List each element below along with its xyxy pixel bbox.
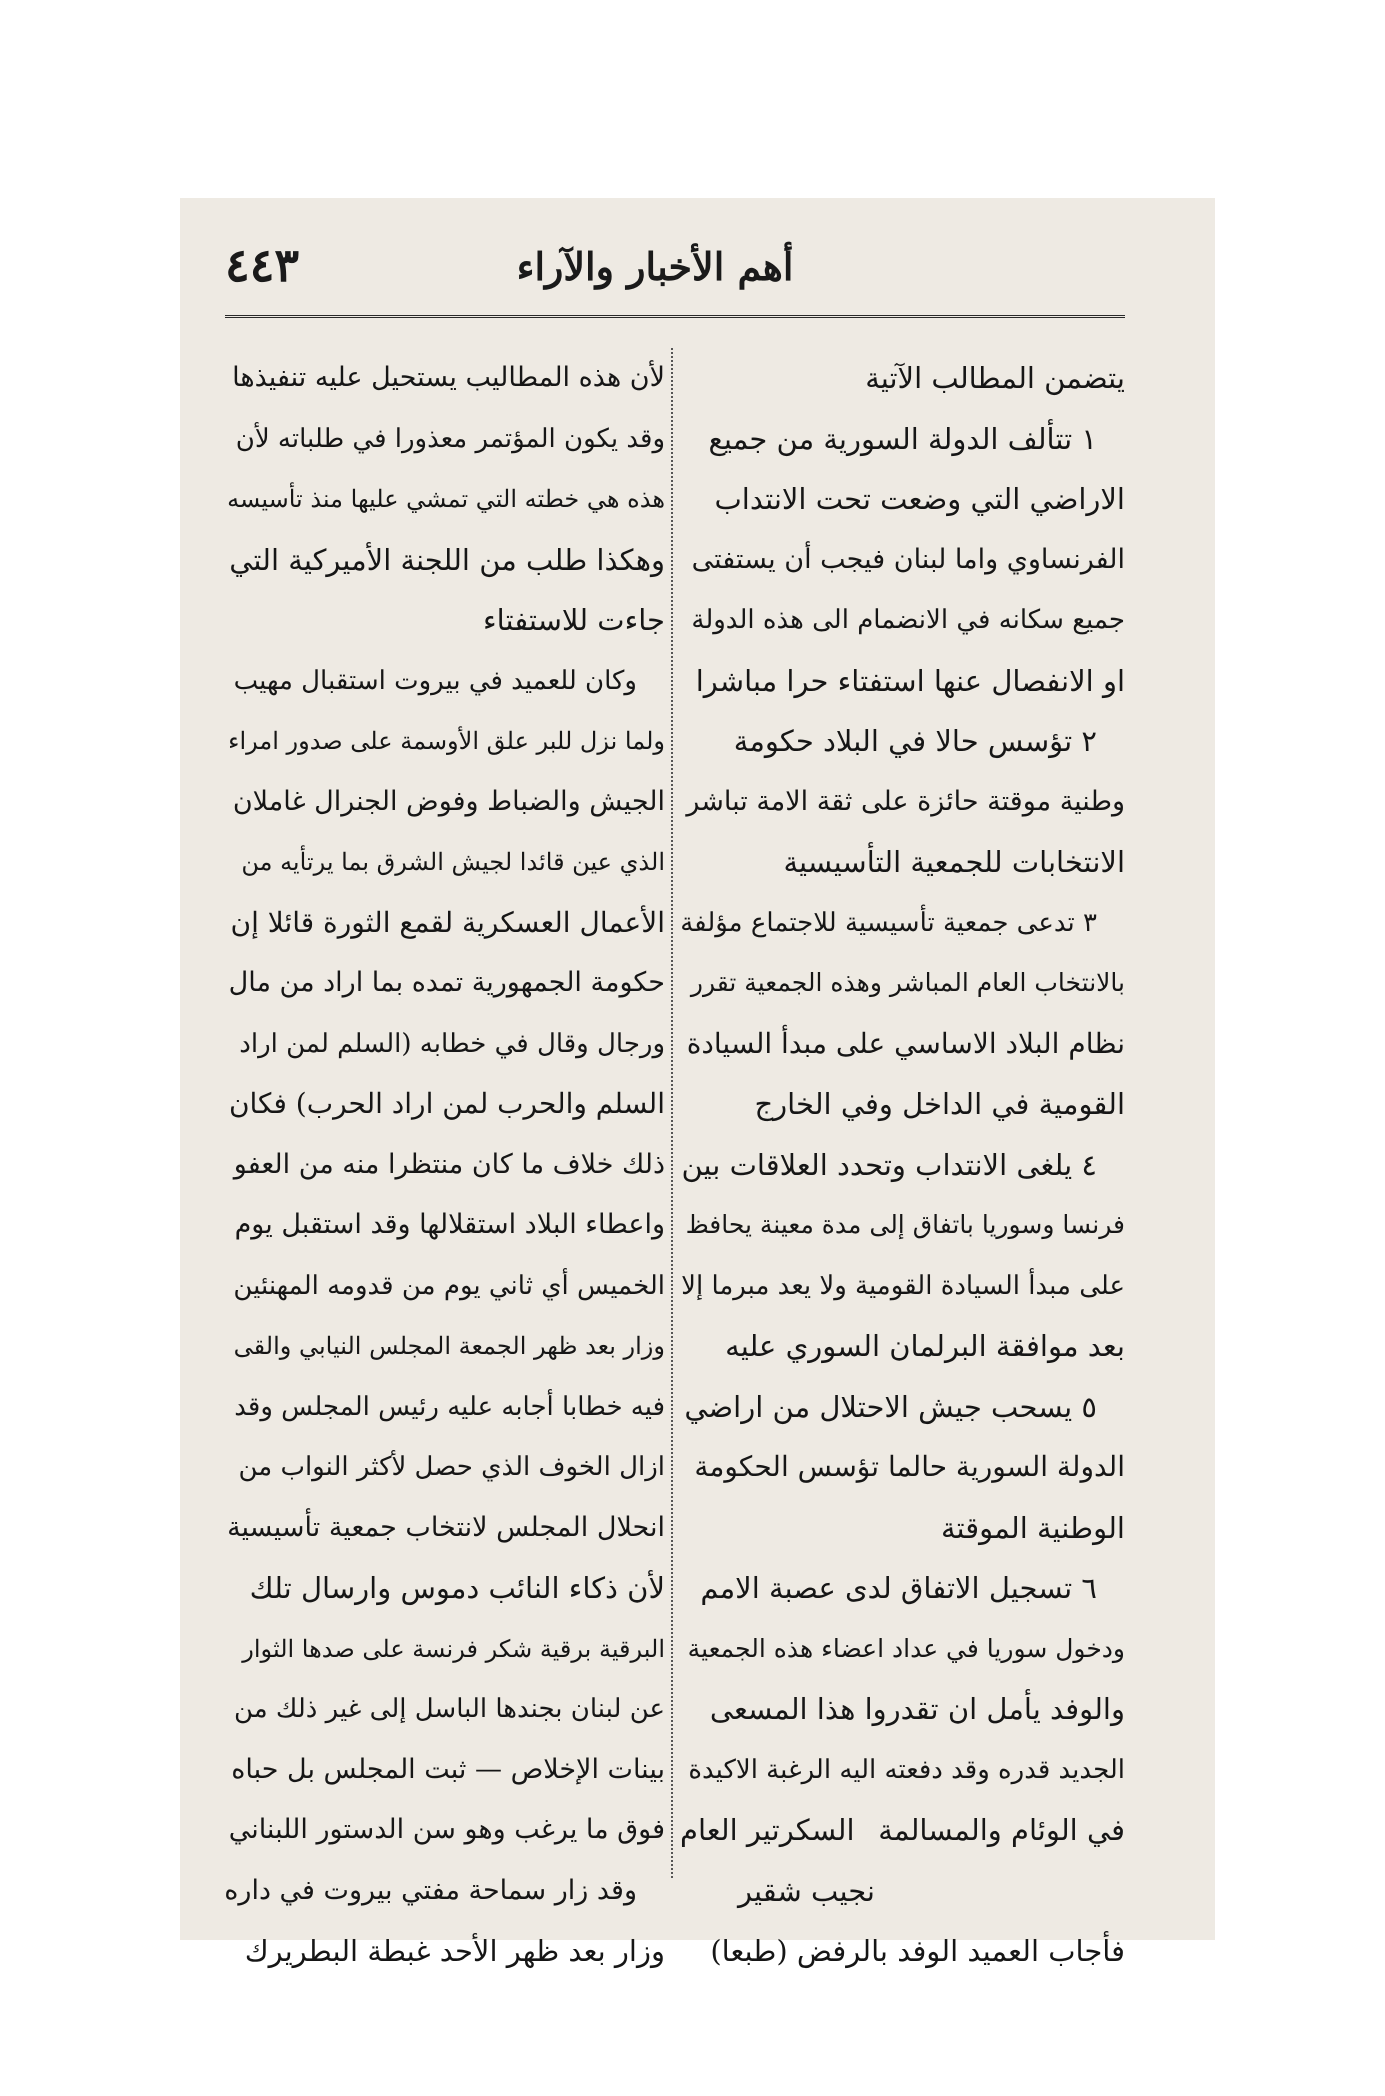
page-number: ٤٤٣: [225, 238, 300, 292]
signature-role: السكرتير العام: [680, 1813, 855, 1847]
text-line: يتضمن المطالب الآتية: [865, 361, 1125, 395]
text-line: ٥ يسحب جيش الاحتلال من اراضي: [684, 1389, 1097, 1424]
header-rule: [225, 315, 1125, 318]
text-line: فرنسا وسوريا باتفاق إلى مدة معينة يحافظ: [685, 1210, 1125, 1239]
text-line: وكان للعميد في بيروت استقبال مهيب: [233, 665, 637, 696]
right-column: [680, 348, 1125, 1982]
text-line: والوفد يأمل ان تقدروا هذا المسعى: [709, 1692, 1125, 1726]
text-line: الجديد قدره وقد دفعته اليه الرغبة الاكيدة: [688, 1754, 1125, 1785]
text-line: الاراضي التي وضعت تحت الانتداب: [714, 482, 1125, 516]
text-line: وهكذا طلب من اللجنة الأميركية التي: [229, 542, 665, 577]
text-line: ازال الخوف الذي حصل لأكثر النواب من: [238, 1452, 665, 1482]
text-line: ولما نزل للبر علق الأوسمة على صدور امراء: [228, 727, 665, 755]
text-line: وقد يكون المؤتمر معذورا في طلباته لأن: [235, 423, 665, 454]
text-line: هذه هي خطته التي تمشي عليها منذ تأسيسه: [227, 485, 665, 513]
signature-name: نجيب شقير: [738, 1873, 875, 1908]
text-line: ذلك خلاف ما كان منتظرا منه من العفو: [233, 1148, 665, 1180]
text-line: الذي عين قائدا لجيش الشرق بما يرتأيه من: [241, 848, 665, 876]
signature-closing: في الوئام والمسالمة: [878, 1813, 1125, 1847]
text-line: على مبدأ السيادة القومية ولا يعد مبرما إلا: [681, 1270, 1125, 1301]
text-line: ١ تتألف الدولة السورية من جميع: [708, 421, 1097, 456]
page-header: [225, 238, 1125, 308]
text-line: الوطنية الموقتة: [940, 1510, 1125, 1545]
text-line: ٤ يلغى الانتداب وتحدد العلاقات بين: [681, 1147, 1097, 1182]
text-line: ورجال وقال في خطابه (السلم لمن اراد: [239, 1028, 665, 1059]
text-line: وقد زار سماحة مفتي بيروت في داره: [224, 1874, 637, 1906]
text-line: بينات الإخلاص — ثبت المجلس بل حباه: [231, 1753, 665, 1785]
text-line: ٢ تؤسس حالا في البلاد حكومة: [733, 724, 1097, 758]
text-line: ٦ تسجيل الاتفاق لدى عصبة الامم: [700, 1571, 1097, 1605]
text-line: السلم والحرب لمن اراد الحرب) فكان: [228, 1087, 665, 1120]
text-line: فيه خطابا أجابه عليه رئيس المجلس وقد: [234, 1391, 665, 1422]
text-line: لأن ذكاء النائب دموس وارسال تلك: [249, 1571, 665, 1605]
text-line: القومية في الداخل وفي الخارج: [754, 1087, 1125, 1121]
text-line: الجيش والضباط وفوض الجنرال غاملان: [232, 785, 665, 817]
text-line: بالانتخاب العام المباشر وهذه الجمعية تقرر: [690, 968, 1125, 997]
running-title: أهم الأخبار والآراء: [516, 244, 794, 289]
text-line: وطنية موقتة حائزة على ثقة الامة تباشر: [686, 785, 1125, 817]
text-line: وزار بعد ظهر الجمعة المجلس النيابي والقى: [233, 1332, 665, 1360]
text-line: انحلال المجلس لانتخاب جمعية تأسيسية: [227, 1511, 665, 1543]
left-column: [225, 348, 665, 1982]
text-line: الدولة السورية حالما تؤسس الحكومة: [694, 1450, 1125, 1483]
text-line: وزار بعد ظهر الأحد غبطة البطريرك: [244, 1934, 665, 1968]
signature-name-line: [680, 1861, 1125, 1922]
column-divider: [671, 348, 673, 1878]
text-line: واعطاء البلاد استقلالها وقد استقبل يوم: [234, 1209, 665, 1240]
text-line: ٣ تدعى جمعية تأسيسية للاجتماع مؤلفة: [680, 907, 1097, 938]
text-line: الانتخابات للجمعية التأسيسية: [783, 845, 1125, 879]
text-line: الخميس أي ثاني يوم من قدومه المهنئين: [233, 1270, 665, 1301]
scanned-page: [180, 198, 1215, 1968]
text-line: جاءت للاستفتاء: [482, 603, 665, 637]
text-line: فأجاب العميد الوفد بالرفض (طبعا): [710, 1934, 1125, 1968]
text-line: حكومة الجمهورية تمده بما اراد من مال: [228, 967, 665, 998]
signature-line: [680, 1800, 1125, 1861]
text-line: او الانفصال عنها استفتاء حرا مباشرا: [695, 663, 1125, 698]
text-line: عن لبنان بجندها الباسل إلى غير ذلك من: [233, 1694, 665, 1724]
text-line: بعد موافقة البرلمان السوري عليه: [725, 1329, 1125, 1363]
text-line: ودخول سوريا في عداد اعضاء هذه الجمعية: [687, 1633, 1125, 1663]
text-line: الأعمال العسكرية لقمع الثورة قائلا إن: [230, 905, 665, 939]
text-line: نظام البلاد الاساسي على مبدأ السيادة: [686, 1026, 1125, 1060]
text-line: البرقية برقية شكر فرنسة على صدها الثوار: [242, 1634, 665, 1663]
text-line: الفرنساوي واما لبنان فيجب أن يستفتى: [691, 543, 1125, 575]
text-line: لأن هذه المطاليب يستحيل عليه تنفيذها: [232, 362, 665, 393]
text-line: جميع سكانه في الانضمام الى هذه الدولة: [691, 605, 1125, 635]
text-line: فوق ما يرغب وهو سن الدستور اللبناني: [228, 1814, 665, 1845]
